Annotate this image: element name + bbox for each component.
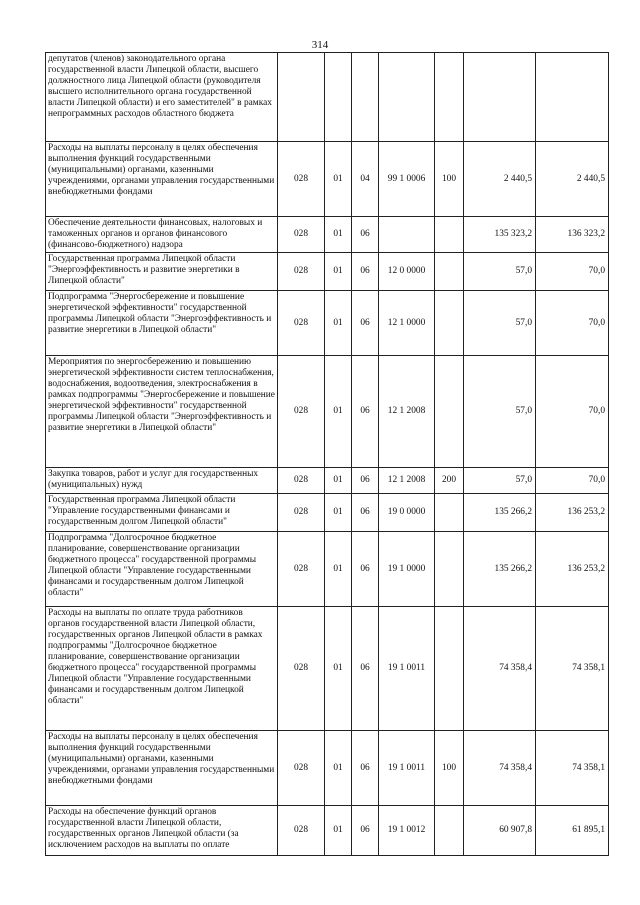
table-row [46, 494, 609, 532]
sum-year-2: 74 358,1 [536, 607, 609, 731]
subsection-code: 06 [352, 217, 379, 253]
sum-year-1: 57,0 [464, 291, 536, 356]
subsection-code [352, 53, 379, 142]
admin-code: 028 [278, 532, 325, 607]
table-row [46, 217, 609, 253]
table-row [46, 532, 609, 607]
section-code: 01 [325, 356, 352, 468]
sum-year-1 [464, 53, 536, 142]
sum-year-1: 57,0 [464, 468, 536, 494]
table-row [46, 53, 609, 142]
sum-year-1: 74 358,4 [464, 731, 536, 806]
table-row [46, 731, 609, 806]
section-code: 01 [325, 806, 352, 856]
subsection-code: 06 [352, 468, 379, 494]
table-row [46, 468, 609, 494]
section-code: 01 [325, 468, 352, 494]
sum-year-1: 60 907,8 [464, 806, 536, 856]
table-row [46, 607, 609, 731]
subsection-code: 06 [352, 806, 379, 856]
sum-year-2: 2 440,5 [536, 142, 609, 217]
row-name: Расходы на выплаты персоналу в целях обеспечения выполнения функций государственными (муниципальными) органами, казенными учреждениями, органами управления государственными внебюджетными фондами [46, 142, 278, 217]
section-code: 01 [325, 494, 352, 532]
expense-type [435, 532, 464, 607]
sum-year-1: 135 266,2 [464, 494, 536, 532]
expense-type [435, 217, 464, 253]
admin-code: 028 [278, 806, 325, 856]
admin-code: 028 [278, 253, 325, 291]
expense-type [435, 53, 464, 142]
target-article: 19 1 0000 [379, 532, 435, 607]
expense-type [435, 356, 464, 468]
expense-type [435, 494, 464, 532]
target-article: 12 0 0000 [379, 253, 435, 291]
row-name: Государственная программа Липецкой области "Энергоэффективность и развитие энергетики в Липецкой области" [46, 253, 278, 291]
subsection-code: 06 [352, 253, 379, 291]
subsection-code: 06 [352, 356, 379, 468]
expense-type: 100 [435, 142, 464, 217]
sum-year-2: 136 253,2 [536, 532, 609, 607]
target-article: 19 0 0000 [379, 494, 435, 532]
row-name: Расходы на выплаты по оплате труда работников органов государственной власти Липецкой области, государственных органов Липецкой области в рамках подпрограммы "Долгосрочное бюджетное планирование, совершенствование организации бюджетного процесса" государственной программы Липецкой области "Управление государственными финансами и государственным долгом Липецкой области" [46, 607, 278, 731]
subsection-code: 06 [352, 494, 379, 532]
table-row [46, 356, 609, 468]
section-code: 01 [325, 253, 352, 291]
section-code [325, 53, 352, 142]
target-article: 19 1 0011 [379, 731, 435, 806]
table-row [46, 253, 609, 291]
sum-year-1: 135 266,2 [464, 532, 536, 607]
admin-code: 028 [278, 607, 325, 731]
subsection-code: 06 [352, 607, 379, 731]
row-name: Мероприятия по энергосбережению и повышению энергетической эффективности систем теплоснабжения, водоснабжения, водоотведения, электроснабжения в рамках подпрограммы "Энергосбережение и повышение энергетической эффективности" государственной программы Липецкой области "Энергоэффективность и развитие энергетики в Липецкой области" [46, 356, 278, 468]
subsection-code: 04 [352, 142, 379, 217]
subsection-code: 06 [352, 291, 379, 356]
target-article: 99 1 0006 [379, 142, 435, 217]
section-code: 01 [325, 532, 352, 607]
sum-year-1: 74 358,4 [464, 607, 536, 731]
target-article: 19 1 0012 [379, 806, 435, 856]
expense-type [435, 806, 464, 856]
table-row [46, 142, 609, 217]
table-row [46, 806, 609, 856]
target-article: 19 1 0011 [379, 607, 435, 731]
admin-code: 028 [278, 494, 325, 532]
row-name: Подпрограмма "Энергосбережение и повышение энергетической эффективности" государственной программы Липецкой области "Энергоэффективность и развитие энергетики в Липецкой области" [46, 291, 278, 356]
row-name: депутатов (членов) законодательного органа государственной власти Липецкой области, высшего должностного лица Липецкой области (руководителя высшего исполнительного органа государственной власти Липецкой области) и его заместителей" в рамках непрограммных расходов областного бюджета [46, 53, 278, 142]
sum-year-2: 136 323,2 [536, 217, 609, 253]
target-article: 12 1 2008 [379, 356, 435, 468]
admin-code: 028 [278, 468, 325, 494]
sum-year-2: 70,0 [536, 291, 609, 356]
target-article: 12 1 0000 [379, 291, 435, 356]
section-code: 01 [325, 217, 352, 253]
sum-year-2: 70,0 [536, 468, 609, 494]
admin-code: 028 [278, 217, 325, 253]
expense-type [435, 253, 464, 291]
expense-type: 100 [435, 731, 464, 806]
sum-year-2: 70,0 [536, 356, 609, 468]
sum-year-1: 2 440,5 [464, 142, 536, 217]
section-code: 01 [325, 731, 352, 806]
admin-code: 028 [278, 356, 325, 468]
target-article [379, 217, 435, 253]
admin-code: 028 [278, 142, 325, 217]
row-name: Обеспечение деятельности финансовых, налоговых и таможенных органов и органов финансового (финансово-бюджетного) надзора [46, 217, 278, 253]
admin-code: 028 [278, 731, 325, 806]
row-name: Государственная программа Липецкой области "Управление государственными финансами и государственным долгом Липецкой области" [46, 494, 278, 532]
section-code: 01 [325, 291, 352, 356]
row-name: Подпрограмма "Долгосрочное бюджетное планирование, совершенствование организации бюджетного процесса" государственной программы Липецкой области "Управление государственными финансами и государственным долгом Липецкой области" [46, 532, 278, 607]
sum-year-2: 70,0 [536, 253, 609, 291]
row-name: Расходы на обеспечение функций органов государственной власти Липецкой области, государственных органов Липецкой области (за исключением расходов на выплаты по оплате [46, 806, 278, 856]
section-code: 01 [325, 607, 352, 731]
sum-year-1: 57,0 [464, 356, 536, 468]
admin-code: 028 [278, 291, 325, 356]
row-name: Закупка товаров, работ и услуг для государственных (муниципальных) нужд [46, 468, 278, 494]
expense-type [435, 607, 464, 731]
section-code: 01 [325, 142, 352, 217]
sum-year-1: 135 323,2 [464, 217, 536, 253]
expense-type: 200 [435, 468, 464, 494]
target-article [379, 53, 435, 142]
sum-year-2 [536, 53, 609, 142]
subsection-code: 06 [352, 731, 379, 806]
sum-year-2: 74 358,1 [536, 731, 609, 806]
admin-code [278, 53, 325, 142]
sum-year-1: 57,0 [464, 253, 536, 291]
subsection-code: 06 [352, 532, 379, 607]
sum-year-2: 136 253,2 [536, 494, 609, 532]
sum-year-2: 61 895,1 [536, 806, 609, 856]
expense-type [435, 291, 464, 356]
table-row [46, 291, 609, 356]
row-name: Расходы на выплаты персоналу в целях обеспечения выполнения функций государственными (муниципальными) органами, казенными учреждениями, органами управления государственными внебюджетными фондами [46, 731, 278, 806]
page-number: 314 [311, 39, 329, 51]
target-article: 12 1 2008 [379, 468, 435, 494]
budget-table [45, 52, 609, 856]
